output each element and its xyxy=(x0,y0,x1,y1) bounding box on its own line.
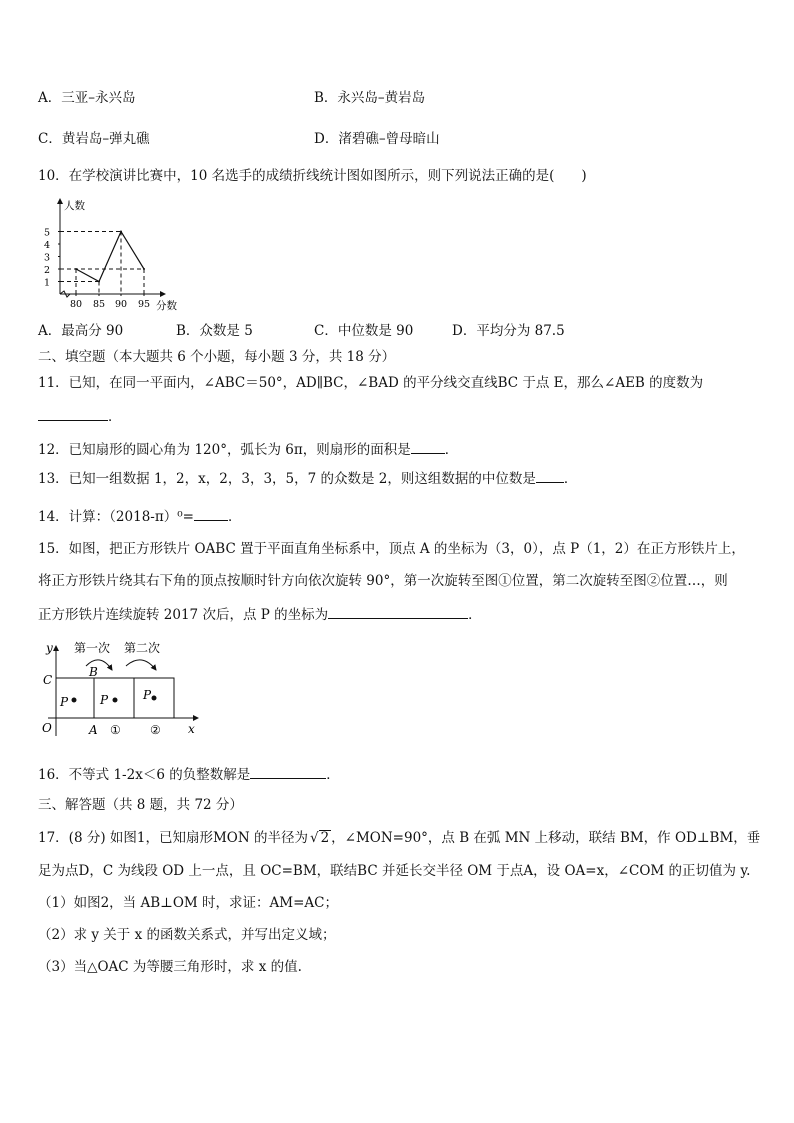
point-p-3 xyxy=(152,696,157,701)
x-tick-label: 90 xyxy=(115,299,128,310)
y-axis-arrow xyxy=(57,198,63,204)
q10-option-d: D．平均分为 87.5 xyxy=(452,323,565,339)
q16-blank xyxy=(250,764,326,779)
q9-option-b: B．永兴岛–黄岩岛 xyxy=(314,90,426,106)
x-tick-label: 85 xyxy=(93,299,106,310)
label-second: 第二次 xyxy=(124,641,161,655)
q11-blank xyxy=(38,406,108,421)
q12-text: 12．已知扇形的圆心角为 120°，弧长为 6π，则扇形的面积是 xyxy=(38,442,411,458)
data-point xyxy=(98,281,100,283)
q9-option-d: D．渚碧礁–曾母暗山 xyxy=(314,131,440,147)
y-tick-label: 4 xyxy=(44,240,51,251)
q10-text: 10．在学校演讲比赛中，10 名选手的成绩折线统计图如图所示，则下列说法正确的是( ) xyxy=(38,168,587,184)
y-tick-label: 1 xyxy=(44,277,51,289)
q14-end: ． xyxy=(227,509,242,525)
y-tick-label: 2 xyxy=(44,265,51,276)
q17-text-a: 17．(8 分) 如图1，已知扇形MON 的半径为 xyxy=(38,830,308,846)
data-point xyxy=(143,268,145,270)
point-p-2 xyxy=(113,698,118,703)
q10-option-c: C．中位数是 90 xyxy=(314,323,414,339)
q16-end: ． xyxy=(326,767,340,783)
q15-blank xyxy=(328,604,468,619)
x-tick-label: 95 xyxy=(138,299,151,310)
q14-text: 14．计算：（2018-π）⁰= xyxy=(38,509,194,525)
x-axis-arrow xyxy=(160,291,166,297)
q16-line xyxy=(38,764,340,784)
label-c: C xyxy=(43,673,53,687)
q17-part-2: （2）求 y 关于 x 的函数关系式，并写出定义域； xyxy=(38,927,336,943)
y-tick-label: 3 xyxy=(44,252,51,264)
q14-line xyxy=(38,506,241,526)
x-tick-label: 80 xyxy=(70,299,83,310)
section-3-heading: 三、解答题（共 8 题，共 72 分） xyxy=(38,797,243,813)
q13-blank xyxy=(536,468,564,483)
q9-option-a: A．三亚–永兴岛 xyxy=(38,90,136,106)
q17-line-1 xyxy=(38,829,760,847)
label-y: y xyxy=(46,641,53,655)
label-a: A xyxy=(89,723,98,737)
label-p-3: P xyxy=(143,688,152,702)
label-o: O xyxy=(42,721,52,735)
q13-end: ． xyxy=(563,471,578,487)
q11-text: 11．已知，在同一平面内，∠ABC＝50°，AD∥BC，∠BAD 的平分线交直线BC 于点 E，那么∠AEB 的度数为 xyxy=(38,375,704,391)
line-chart-q10 xyxy=(38,194,198,316)
x-axis-label: 分数 xyxy=(156,300,177,312)
q17-line-2: 足为点D，C 为线段 OD 上一点，且 OC=BM，联结BC 并延长交半径 OM 于点A，设 OA=x，∠COM 的正切值为 y. xyxy=(38,863,751,879)
rotation-figure-q15 xyxy=(38,636,208,744)
q10-option-b: B．众数是 5 xyxy=(176,323,253,339)
label-p-1: P xyxy=(60,695,69,709)
y-axis-label: 人数 xyxy=(64,200,85,212)
sqrt-sign: √ xyxy=(309,830,319,846)
data-point xyxy=(75,268,77,270)
label-b: B xyxy=(89,665,98,679)
q11-answer-line xyxy=(38,406,122,426)
q16-text: 16．不等式 1-2x＜6 的负整数解是 xyxy=(38,767,251,783)
section-2-heading: 二、填空题（本大题共 6 个小题，每小题 3 分，共 18 分） xyxy=(38,349,396,365)
q12-blank xyxy=(411,439,445,454)
q17-part-1: （1）如图2，当 AB⊥OM 时，求证：AM=AC； xyxy=(38,895,338,911)
label-x: x xyxy=(188,722,195,736)
series-line xyxy=(76,232,144,282)
q15-text: 正方形铁片连续旋转 2017 次后，点 P 的坐标为 xyxy=(38,607,329,623)
q12-line xyxy=(38,439,458,459)
y-tick-label: 5 xyxy=(44,227,51,239)
label-first: 第一次 xyxy=(74,641,111,655)
point-p-1 xyxy=(72,698,77,703)
q15-line-2: 将正方形铁片绕其右下角的顶点按顺时针方向依次旋转 90°，第一次旋转至图①位置，第二次旋转至图②位置…，则 xyxy=(38,573,728,589)
label-p-2: P xyxy=(100,693,109,707)
q15-line-1: 15．如图，把正方形铁片 OABC 置于平面直角坐标系中，顶点 A 的坐标为（3，0），点 P（1，2）在正方形铁片上， xyxy=(38,541,745,557)
data-point xyxy=(120,231,122,233)
q17-text-b: ，∠MON=90°，点 B 在弧 MN 上移动，联结 BM，作 OD⊥BM，垂 xyxy=(331,830,761,846)
q15-end: ． xyxy=(468,607,482,623)
label-circle-1: ① xyxy=(110,723,121,737)
rotation-arc-2 xyxy=(126,660,156,670)
sqrt-radicand: 2 xyxy=(320,830,330,846)
q12-end: ． xyxy=(444,442,459,458)
label-circle-2: ② xyxy=(150,723,161,737)
q17-part-3: （3）当△OAC 为等腰三角形时，求 x 的值. xyxy=(38,959,302,975)
q14-blank xyxy=(194,506,228,521)
q13-text: 13．已知一组数据 1，2，x，2，3，3，5，7 的众数是 2，则这组数据的中位数是 xyxy=(38,471,536,487)
q9-option-c: C．黄岩岛–弹丸礁 xyxy=(38,131,150,147)
q13-line xyxy=(38,468,577,488)
q10-option-a: A．最高分 90 xyxy=(38,323,124,339)
q11-end: ． xyxy=(108,409,122,425)
q15-line-3 xyxy=(38,604,482,624)
